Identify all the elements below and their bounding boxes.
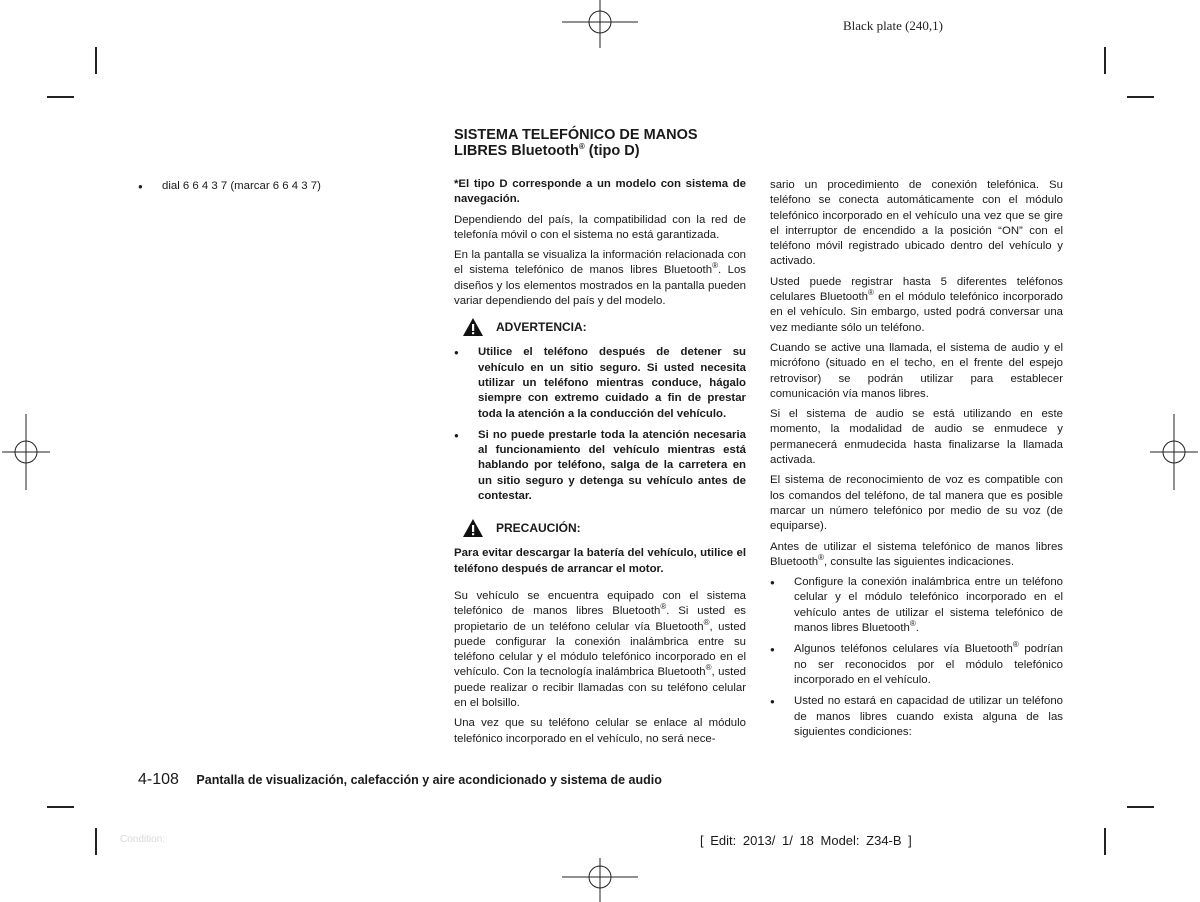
list-item: ● Si no puede prestarle toda la atención necesaria al funcionamiento del vehículo mientras está hablando por teléfono, salga de la carretera en un sitio seguro y detenga su vehículo antes de contestar. xyxy=(454,428,746,504)
crop-mark-bl-horizontal xyxy=(47,806,74,808)
caution-title: PRECAUCIÓN: xyxy=(496,520,581,535)
paragraph: Su vehículo se encuentra equipado con el sistema telefónico de manos libres Bluetooth®. Si usted es propietario de un teléfono celular vía Bluetooth®, usted puede configurar la conexión inalámbrica entre su teléfono celular y el módulo telefónico incorporado en el vehículo. Con la tecnología inalámbrica Bluetooth®, usted puede realizar o recibir llamadas con su teléfono celular en el bolsillo. xyxy=(454,589,746,710)
list-item: ● Configure la conexión inalámbrica entre un teléfono celular y el módulo telefónico incorporado en el vehículo antes de utilizar el sistema telefónico de manos libres Bluetooth®. xyxy=(770,575,1063,636)
section-title xyxy=(454,127,754,159)
list-item: ● Algunos teléfonos celulares vía Bluetooth® podrían no ser reconocidos por el módulo telefónico incorporado en el vehículo. xyxy=(770,642,1063,688)
section-title-line1: SISTEMA TELEFÓNICO DE MANOS xyxy=(454,127,698,143)
list-item: ● dial 6 6 4 3 7 (marcar 6 6 4 3 7) xyxy=(138,179,378,194)
caution-header xyxy=(454,518,746,538)
crop-mark-tl-vertical xyxy=(95,47,97,74)
warning-icon xyxy=(462,518,484,538)
paragraph: Una vez que su teléfono celular se enlace al módulo telefónico incorporado en el vehículo, no será nece- xyxy=(454,717,746,745)
list-item: ● Usted no estará en capacidad de utilizar un teléfono de manos libres cuando exista alguna de las siguientes condiciones: xyxy=(770,694,1063,740)
crop-mark-tr-vertical xyxy=(1104,47,1106,74)
caution-text: Para evitar descargar la batería del vehículo, utilice el teléfono después de arrancar el motor. xyxy=(454,547,746,575)
paragraph: Antes de utilizar el sistema telefónico de manos libres Bluetooth®, consulte las siguientes indicaciones. xyxy=(770,540,1063,568)
footer-title: Pantalla de visualización, calefacción y aire acondicionado y sistema de audio xyxy=(196,773,662,787)
warning-icon xyxy=(462,317,484,337)
paragraph: sario un procedimiento de conexión telefónica. Su teléfono se conecta automáticamente con el módulo telefónico incorporado en el vehículo una vez que se gire el interruptor de encendido a la posición “ON” con el teléfono móvil registrado ubicado dentro del vehículo y activado. xyxy=(770,179,1063,268)
warning-title: ADVERTENCIA: xyxy=(496,319,587,334)
conditions-list xyxy=(770,575,1063,740)
registration-mark-left xyxy=(0,414,50,490)
page-number: 4-108 xyxy=(138,771,179,788)
crop-mark-bl-vertical xyxy=(95,828,97,855)
plate-label: Black plate (240,1) xyxy=(843,18,943,33)
paragraph: En la pantalla se visualiza la información relacionada con el sistema telefónico de manos libres Bluetooth®. Los diseños y los elementos mostrados en la pantalla pueden variar dependiendo del país y del modelo. xyxy=(454,249,746,308)
middle-column xyxy=(454,177,746,752)
paragraph: Cuando se active una llamada, el sistema de audio y el micrófono (situado en el techo, en el frente del espejo retrovisor) se podrán utilizar para establecer comunicación vía manos libres. xyxy=(770,341,1063,400)
warning-list xyxy=(454,345,746,504)
paragraph: Dependiendo del país, la compatibilidad con la red de telefonía móvil o con el sistema no está garantizada. xyxy=(454,213,746,241)
section-title-line2: LIBRES Bluetooth® (tipo D) xyxy=(454,142,640,159)
crop-mark-tl-horizontal xyxy=(47,96,74,98)
crop-mark-br-horizontal xyxy=(1127,806,1154,808)
left-column xyxy=(138,179,378,200)
paragraph: Usted puede registrar hasta 5 diferentes teléfonos celulares Bluetooth® en el módulo telefónico incorporado en el vehículo. Sin embargo, usted podrá conversar una vez mediante sólo un teléfono. xyxy=(770,275,1063,334)
paragraph: Si el sistema de audio se está utilizando en este momento, la modalidad de audio se enmudece y permanecerá enmudecida hasta finalizarse la llamada activada. xyxy=(770,408,1063,467)
warning-header xyxy=(454,317,746,337)
registration-mark-top xyxy=(562,0,638,50)
page-footer xyxy=(138,771,662,789)
registration-mark-right xyxy=(1150,414,1200,490)
registration-mark-bottom xyxy=(562,856,638,902)
type-note: *El tipo D corresponde a un modelo con sistema de navegación. xyxy=(454,178,746,206)
edit-info: [ Edit: 2013/ 1/ 18 Model: Z34-B ] xyxy=(700,833,912,848)
paragraph: El sistema de reconocimiento de voz es compatible con los comandos del teléfono, de tal manera que es posible marcar un número telefónico por medio de su voz (de equiparse). xyxy=(770,474,1063,533)
right-column xyxy=(770,178,1063,746)
crop-mark-br-vertical xyxy=(1104,828,1106,855)
condition-label: Condition: xyxy=(120,834,166,845)
crop-mark-tr-horizontal xyxy=(1127,96,1154,98)
list-item: ● Utilice el teléfono después de detener su vehículo en un sitio seguro. Si usted necesita utilizar un teléfono mientras conduce, hágalo siempre con extremo cuidado a fin de prestar toda la atención a la conducción del vehículo. xyxy=(454,345,746,421)
